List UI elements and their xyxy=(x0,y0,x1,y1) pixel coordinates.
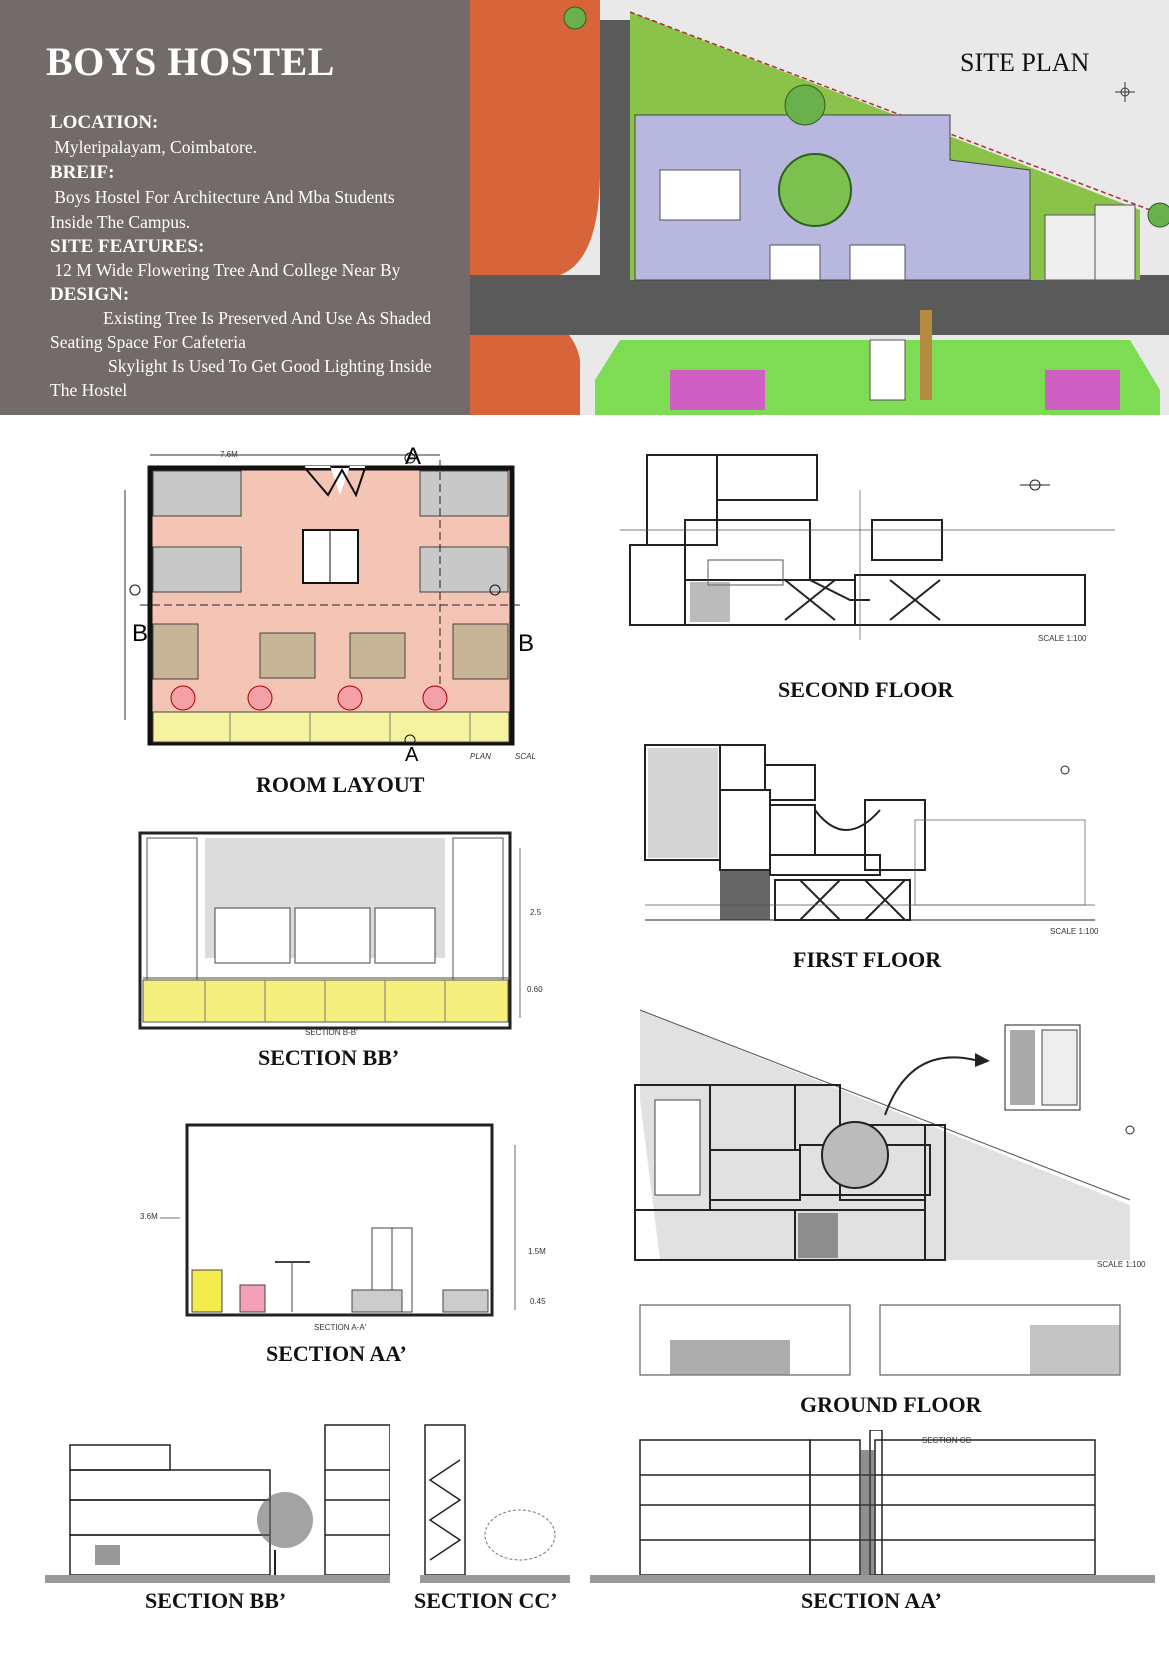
skylight-1 xyxy=(660,170,740,220)
board-title: BOYS HOSTEL xyxy=(46,39,335,84)
tree-small xyxy=(785,85,825,125)
site-features-text: 12 M Wide Flowering Tree And College Near By xyxy=(50,260,401,280)
location-label: LOCATION: xyxy=(50,112,159,133)
room-dimension-top: 7.6M xyxy=(220,450,238,459)
first-floor-plan xyxy=(615,740,1115,930)
section-cc-mark: SECTION CC xyxy=(922,1436,972,1445)
building-section-bb-caption: SECTION BB’ xyxy=(145,1588,287,1613)
room-bb-dimension-1: 2.5 xyxy=(530,908,542,917)
room-bb-drawing-label: SECTION B-B' xyxy=(305,1028,358,1037)
site-features-label: SITE FEATURES: xyxy=(50,236,205,257)
skylight-3 xyxy=(850,245,905,280)
parking-pink-2 xyxy=(1045,370,1120,410)
building-section-aa-drawing xyxy=(590,1430,1155,1585)
second-floor-caption: SECOND FLOOR xyxy=(778,677,954,702)
design-line-3: Skylight Is Used To Get Good Lighting Inside xyxy=(108,356,432,376)
room-scale-label: SCAL xyxy=(515,752,536,761)
room-section-aa-caption: SECTION AA’ xyxy=(266,1341,407,1366)
second-floor-plan xyxy=(620,450,1120,640)
project-info-panel xyxy=(0,0,470,415)
building-section-bb-drawing xyxy=(45,1420,390,1585)
brief-label: BREIF: xyxy=(50,162,115,183)
room-bb-dimension-2: 0.60 xyxy=(527,985,543,994)
first-floor-scale: SCALE 1:100 xyxy=(1050,927,1099,936)
ground-floor-caption: GROUND FLOOR xyxy=(800,1392,982,1417)
design-line-4: The Hostel xyxy=(50,380,128,400)
room-section-bb-drawing xyxy=(135,828,565,1033)
room-aa-dimension-3: 0.45 xyxy=(530,1297,546,1306)
brief-line-2: Inside The Campus. xyxy=(50,212,191,232)
room-section-aa-drawing xyxy=(160,1120,580,1320)
room-aa-dimension-2: 1.5M xyxy=(528,1247,546,1256)
brief-line-1: Boys Hostel For Architecture And Mba Students xyxy=(50,187,395,207)
room-layout-plan xyxy=(120,440,540,760)
building-section-cc-drawing xyxy=(420,1420,570,1585)
room-section-mark-b-right: B xyxy=(518,630,535,657)
building-section-cc-caption: SECTION CC’ xyxy=(414,1588,558,1613)
site-plan-caption: SITE PLAN xyxy=(960,48,1090,77)
road-horizontal xyxy=(470,275,1169,335)
existing-flowering-tree xyxy=(779,154,851,226)
room-section-mark-b-left: B xyxy=(132,620,149,647)
room-aa-drawing-label: SECTION A-A' xyxy=(314,1323,367,1332)
room-aa-dimension-1: 3.6M xyxy=(140,1212,158,1221)
orange-land-north xyxy=(470,0,600,275)
room-section-mark-a-bottom: A xyxy=(405,744,419,766)
design-line-2: Seating Space For Cafeteria xyxy=(50,332,246,352)
parking-pink-1 xyxy=(670,370,765,410)
room-plan-label: PLAN xyxy=(470,752,491,761)
location-text: Myleripalayam, Coimbatore. xyxy=(50,137,258,157)
ground-floor-scale: SCALE 1:100 xyxy=(1097,1260,1146,1269)
room-layout-caption: ROOM LAYOUT xyxy=(256,772,425,797)
room-section-bb-caption: SECTION BB’ xyxy=(258,1045,400,1070)
second-floor-scale: SCALE 1:100 xyxy=(1038,634,1087,643)
skylight-2 xyxy=(770,245,820,280)
building-section-aa-caption: SECTION AA’ xyxy=(801,1588,942,1613)
room-section-mark-a-top: A xyxy=(405,443,422,470)
design-line-1: Existing Tree Is Preserved And Use As Shaded xyxy=(103,308,432,328)
ground-floor-plan xyxy=(630,1005,1150,1390)
first-floor-caption: FIRST FLOOR xyxy=(793,947,942,972)
design-label: DESIGN: xyxy=(50,284,130,305)
